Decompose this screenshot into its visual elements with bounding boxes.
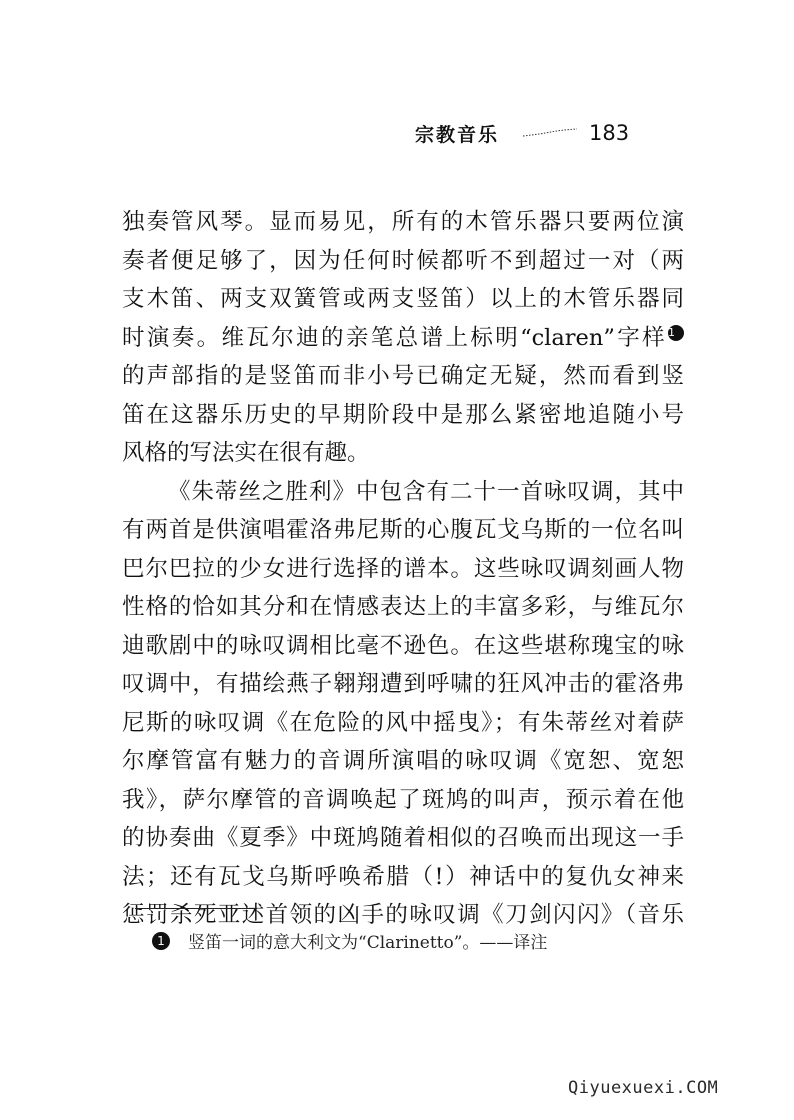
text-line: 有两首是供演唱霍洛弗尼斯的心腹瓦戈乌斯的一位名叫 [122, 517, 684, 543]
text-line: 奏者便足够了，因为任何时候都听不到超过一对（两 [122, 247, 684, 274]
page-number: 183 [589, 121, 630, 145]
text-line: 法；还有瓦戈乌斯呼唤希腊（!）神话中的复仇女神来 [122, 863, 684, 890]
text-line: 巴尔巴拉的少女进行选择的谱本。这些咏叹调刻画人物 [122, 555, 684, 582]
chapter-title: 宗教音乐 [415, 123, 500, 146]
text-line: 笛在这器乐历史的早期阶段中是那么紧密地追随小号 [122, 401, 684, 428]
text-line: 的声部指的是竖笛而非小号已确定无疑，然而看到竖 [122, 363, 684, 389]
footnote-text: 竖笛一词的意大利文为“Clarinetto”。——译注 [188, 933, 548, 953]
watermark: Qiyuexuexi.COM [568, 1078, 719, 1098]
running-header [415, 118, 675, 148]
footnote-marker[interactable]: 1 [668, 325, 684, 341]
text-line: 叹调中，有描绘燕子翱翔遭到呼啸的狂风冲击的霍洛弗 [122, 671, 684, 697]
text-line: 独奏管风琴。显而易见，所有的木管乐器只要两位演 [122, 209, 684, 235]
footnote-divider [135, 908, 257, 909]
ornament-dots-icon [521, 128, 579, 138]
text-line: 迪歌剧中的咏叹调相比毫不逊色。在这些堪称瑰宝的咏 [122, 632, 684, 659]
text-line-with-footnote [122, 319, 684, 358]
body-text [122, 203, 684, 935]
text-line: 我》，萨尔摩管的音调唤起了斑鸠的叫声，预示着在他 [122, 786, 684, 813]
footnote-marker-label: 1 [152, 932, 170, 950]
paragraph-start-line: 《朱蒂丝之胜利》中包含有二十一首咏叹调，其中 [168, 478, 684, 505]
text-line: 尼斯的咏叹调《在危险的风中摇曳》；有朱蒂丝对着萨 [122, 709, 684, 736]
text-line-content: 时演奏。维瓦尔迪的亲笔总谱上标明“claren”字样 [122, 324, 667, 351]
text-line: 惩罚杀死亚述首领的凶手的咏叹调《刀剑闪闪》（音乐 [122, 902, 684, 928]
footnote [152, 928, 672, 953]
text-line: 性格的恰如其分和在情感表达上的丰富多彩，与维瓦尔 [122, 594, 684, 620]
text-line: 支木笛、两支双簧管或两支竖笛）以上的木管乐器同 [122, 286, 684, 312]
text-line: 的协奏曲《夏季》中斑鸠随着相似的召唤而出现这一手 [122, 825, 684, 851]
text-line: 尔摩管富有魅力的音调所演唱的咏叹调《宽恕、宽恕 [122, 748, 684, 774]
text-line: 风格的写法实在很有趣。 [122, 440, 370, 466]
